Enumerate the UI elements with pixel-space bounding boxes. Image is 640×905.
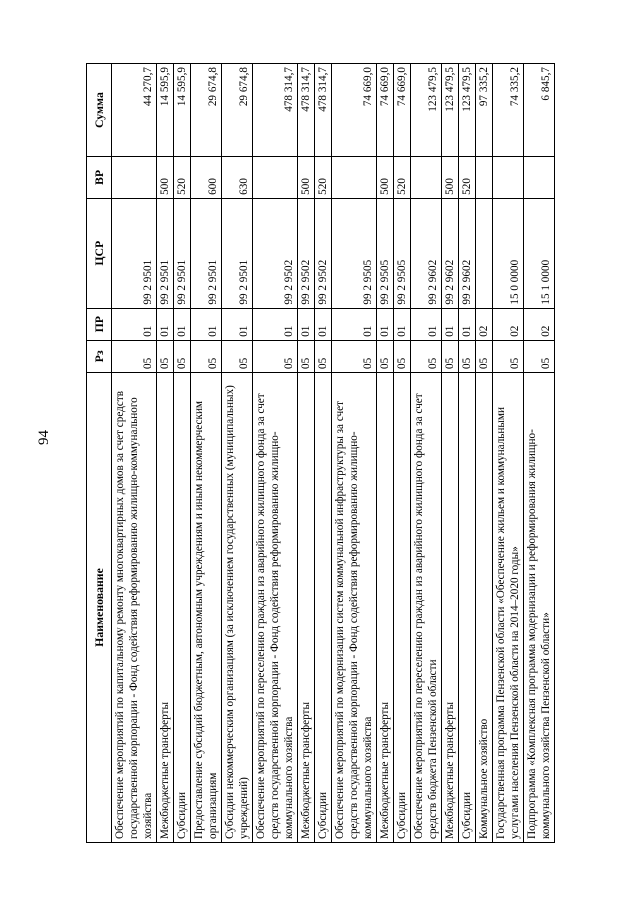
cell-rz: 05 — [174, 340, 191, 372]
header-pr: ПР — [87, 308, 112, 340]
cell-pr: 02 — [524, 308, 555, 340]
cell-sum: 478 314,7 — [298, 64, 315, 157]
cell-sum: 74 335,2 — [493, 64, 524, 157]
table-row — [377, 64, 394, 843]
cell-name: Подпрограмма «Комплексная программа модернизации и реформирования жилищно-коммунального хозяйства Пензенской области» — [524, 372, 555, 842]
cell-rz: 05 — [253, 340, 298, 372]
cell-rz: 05 — [459, 340, 476, 372]
cell-vr: 520 — [174, 157, 191, 199]
cell-pr: 01 — [394, 308, 411, 340]
cell-csr: 99 2 9501 — [191, 198, 222, 308]
cell-sum: 14 595,9 — [174, 64, 191, 157]
table-row — [411, 64, 442, 843]
cell-rz: 05 — [476, 340, 493, 372]
header-csr: ЦСР — [87, 198, 112, 308]
cell-pr: 01 — [157, 308, 174, 340]
cell-pr: 01 — [332, 308, 377, 340]
cell-csr: 15 0 0000 — [493, 198, 524, 308]
cell-vr — [253, 157, 298, 199]
table-body — [112, 64, 555, 843]
cell-csr: 15 1 0000 — [524, 198, 555, 308]
cell-csr: 99 2 9505 — [332, 198, 377, 308]
cell-name: Субсидии — [315, 372, 332, 842]
cell-pr: 01 — [222, 308, 253, 340]
cell-name: Предоставление субсидий бюджетным, автономным учреждениям и иным некоммерческим организациям — [191, 372, 222, 842]
cell-sum: 74 669,0 — [394, 64, 411, 157]
cell-vr: 520 — [315, 157, 332, 199]
cell-rz: 05 — [298, 340, 315, 372]
cell-sum: 29 674,8 — [191, 64, 222, 157]
cell-pr: 01 — [459, 308, 476, 340]
cell-vr: 500 — [157, 157, 174, 199]
cell-csr: 99 2 9501 — [222, 198, 253, 308]
cell-csr: 99 2 9502 — [315, 198, 332, 308]
cell-rz: 05 — [332, 340, 377, 372]
page-number: 94 — [36, 430, 52, 445]
cell-csr: 99 2 9502 — [253, 198, 298, 308]
cell-name: Субсидии — [394, 372, 411, 842]
cell-sum: 14 595,9 — [157, 64, 174, 157]
cell-sum: 6 845,7 — [524, 64, 555, 157]
table-row — [332, 64, 377, 843]
table-row — [476, 64, 493, 843]
cell-name: Субсидии — [459, 372, 476, 842]
cell-vr — [112, 157, 157, 199]
cell-sum: 29 674,8 — [222, 64, 253, 157]
cell-csr: 99 2 9505 — [377, 198, 394, 308]
cell-vr: 520 — [459, 157, 476, 199]
cell-name: Межбюджетные трансферты — [377, 372, 394, 842]
cell-name: Субсидии некоммерческим организациям (за исключением государственных (муниципальных) учреждений) — [222, 372, 253, 842]
cell-csr: 99 2 9505 — [394, 198, 411, 308]
cell-csr: 99 2 9501 — [174, 198, 191, 308]
table-row — [191, 64, 222, 843]
cell-sum: 123 479,5 — [411, 64, 442, 157]
table-row — [298, 64, 315, 843]
cell-name: Межбюджетные трансферты — [157, 372, 174, 842]
table-row — [459, 64, 476, 843]
rotated-page-content — [86, 63, 552, 843]
cell-vr: 500 — [377, 157, 394, 199]
cell-pr: 01 — [191, 308, 222, 340]
cell-pr: 01 — [112, 308, 157, 340]
cell-csr: 99 2 9602 — [411, 198, 442, 308]
cell-name: Обеспечение мероприятий по переселению граждан из аварийного жилищного фонда за счет средств бюджета Пензенской области — [411, 372, 442, 842]
cell-vr — [411, 157, 442, 199]
cell-rz: 05 — [493, 340, 524, 372]
cell-pr: 01 — [298, 308, 315, 340]
cell-rz: 05 — [442, 340, 459, 372]
table-row — [442, 64, 459, 843]
table-row — [157, 64, 174, 843]
cell-vr: 500 — [298, 157, 315, 199]
cell-rz: 05 — [524, 340, 555, 372]
table-row — [493, 64, 524, 843]
cell-name: Обеспечение мероприятий по капитальному ремонту многоквартирных домов за счет средств государственной корпорации - Фонд содействия реформированию жилищно-коммунального хозяйства — [112, 372, 157, 842]
cell-vr: 520 — [394, 157, 411, 199]
cell-rz: 05 — [222, 340, 253, 372]
cell-csr: 99 2 9602 — [442, 198, 459, 308]
table-row — [315, 64, 332, 843]
cell-rz: 05 — [377, 340, 394, 372]
cell-rz: 05 — [394, 340, 411, 372]
cell-vr — [476, 157, 493, 199]
cell-vr — [524, 157, 555, 199]
cell-rz: 05 — [112, 340, 157, 372]
cell-pr: 01 — [315, 308, 332, 340]
cell-csr — [476, 198, 493, 308]
cell-vr: 600 — [191, 157, 222, 199]
cell-sum: 74 669,0 — [332, 64, 377, 157]
cell-name: Межбюджетные трансферты — [298, 372, 315, 842]
cell-sum: 123 479,5 — [459, 64, 476, 157]
cell-pr: 01 — [442, 308, 459, 340]
cell-sum: 74 669,0 — [377, 64, 394, 157]
cell-rz: 05 — [315, 340, 332, 372]
header-sum: Сумма — [87, 64, 112, 157]
table-row — [174, 64, 191, 843]
cell-rz: 05 — [411, 340, 442, 372]
cell-rz: 05 — [191, 340, 222, 372]
cell-csr: 99 2 9501 — [157, 198, 174, 308]
table-row — [394, 64, 411, 843]
cell-pr: 01 — [253, 308, 298, 340]
cell-name: Государственная программа Пензенской области «Обеспечение жильем и коммунальными услугами населения Пензенской области на 2014–2020 годы» — [493, 372, 524, 842]
cell-sum: 478 314,7 — [315, 64, 332, 157]
cell-pr: 01 — [411, 308, 442, 340]
cell-vr: 500 — [442, 157, 459, 199]
budget-table — [86, 63, 555, 843]
cell-csr: 99 2 9602 — [459, 198, 476, 308]
cell-sum: 44 270,7 — [112, 64, 157, 157]
table-row — [112, 64, 157, 843]
cell-pr: 02 — [493, 308, 524, 340]
cell-sum: 97 335,2 — [476, 64, 493, 157]
header-vr: ВР — [87, 157, 112, 199]
cell-name: Субсидии — [174, 372, 191, 842]
cell-pr: 02 — [476, 308, 493, 340]
header-name: Наименование — [87, 372, 112, 842]
cell-name: Коммунальное хозяйство — [476, 372, 493, 842]
table-row — [253, 64, 298, 843]
cell-name: Обеспечение мероприятий по модернизации систем коммунальной инфраструктуры за счет средств государственной корпорации - Фонд содействия реформированию жилищно-коммунального хозяйства — [332, 372, 377, 842]
table-row — [524, 64, 555, 843]
cell-pr: 01 — [377, 308, 394, 340]
cell-pr: 01 — [174, 308, 191, 340]
cell-vr: 630 — [222, 157, 253, 199]
cell-sum: 123 479,5 — [442, 64, 459, 157]
cell-name: Межбюджетные трансферты — [442, 372, 459, 842]
header-row — [87, 64, 112, 843]
table-row — [222, 64, 253, 843]
cell-name: Обеспечение мероприятий по переселению граждан из аварийного жилищного фонда за счет средств государственной корпорации - Фонд содействия реформированию жилищно-коммунального хозяйства — [253, 372, 298, 842]
header-rz: Рз — [87, 340, 112, 372]
cell-rz: 05 — [157, 340, 174, 372]
cell-csr: 99 2 9502 — [298, 198, 315, 308]
cell-csr: 99 2 9501 — [112, 198, 157, 308]
cell-vr — [332, 157, 377, 199]
cell-sum: 478 314,7 — [253, 64, 298, 157]
cell-vr — [493, 157, 524, 199]
